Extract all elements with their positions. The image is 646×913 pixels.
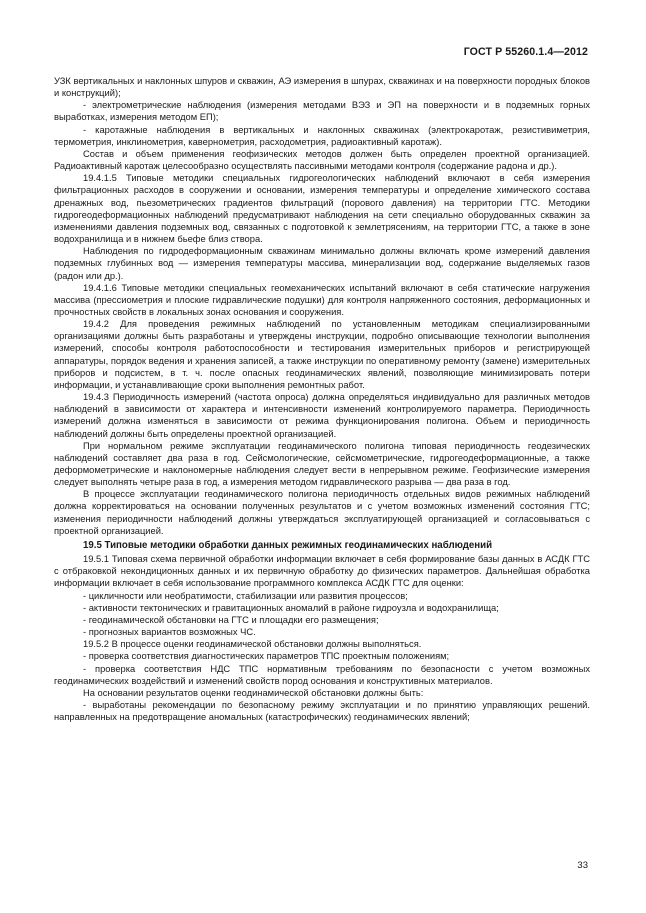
paragraph: - прогнозных вариантов возможных ЧС. <box>83 627 256 638</box>
paragraph: - активности тектонических и гравитационных аномалий в районе гидроузла и водохранилища; <box>83 602 499 613</box>
section-heading: 19.5 Типовые методики обработки данных режимных геодинамических наблюдений <box>83 539 493 551</box>
paragraph: 19.5.1 Типовая схема первичной обработки информации включает в себя формирование базы данных в АСДК ГТС с отбраковкой некондиционных данных и их первичную обработку до физических параметров. Дальнейшая обработка информации включает в себя использование программного комплекса АСДК ГТС для оценки: <box>54 554 590 589</box>
standard-header: ГОСТ Р 55260.1.4—2012 <box>463 46 588 58</box>
page-number: 33 <box>577 860 588 871</box>
paragraph: 19.4.2 Для проведения режимных наблюдений по установленным методикам специализированными организациями должны быть разработаны и утверждены инструкции, подробно описывающие технологии выполнения измерений, способы контроля работоспособности и тестирования измерительных приборов и регистрирующей аппаратуры, порядок ведения и хранения записей, а также инструкции по оперативному ремонту (замене) измерительных приборов и подсистем, в т. ч. после опасных геодинамических явлений, позволяющие минимизировать потери информации, и устанавливающие сроки выполнения ремонтных работ. <box>54 319 590 390</box>
paragraph: - цикличности или необратимости, стабилизации или развития процессов; <box>83 590 408 601</box>
paragraph: - электрометрические наблюдения (измерения методами ВЭЗ и ЭП на поверхности и в подземных горных выработках, измерения методом ЕП); <box>54 100 590 123</box>
paragraph: Состав и объем применения геофизических методов должен быть определен проектной организацией. Радиоактивный каротаж целесообразно осуществлять пассивными методами контроля (содержание радона и др.). <box>54 148 590 172</box>
paragraph: - геодинамической обстановки на ГТС и площадки его размещения; <box>83 614 379 625</box>
paragraph: УЗК вертикальных и наклонных шпуров и скважин, АЭ измерения в шпурах, скважинах и на поверхности породных блоков и конструкций); <box>54 76 590 99</box>
paragraph: - каротажные наблюдения в вертикальных и наклонных скважинах (электрокаротаж, резистивиметрия, термометрия, инклинометрия, кавернометрия, расходометрия, радиоактивный каротаж). <box>54 124 590 147</box>
paragraph: - проверка соответствия НДС ТПС нормативным требованиям по безопасности с учетом возможных геодинамических воздействий и изменений свойств пород основания и конструктивных материалов. <box>54 663 590 686</box>
paragraph: 19.5.2 В процессе оценки геодинамической обстановки должны выполняться. <box>83 639 422 650</box>
paragraph: На основании результатов оценки геодинамической обстановки должны быть: <box>83 687 424 698</box>
paragraph: - выработаны рекомендации по безопасному режиму эксплуатации и по принятию управляющих решений. направленных на предотвращение аномальных (катастрофических) геодинамических явлений; <box>54 699 590 723</box>
paragraph: 19.4.1.6 Типовые методики специальных геомеханических испытаний включают в себя статические нагружения массива (прессиометрия и плоские гидравлические подушки) для контроля напряженного состояния, деформационных и прочностных свойств в локальных зонах основания и сооружения. <box>54 282 590 317</box>
paragraph: Наблюдения по гидродеформационным скважинам минимально должны включать кроме измерений давления подземных глубинных вод — измерения температуры массива, минерализации вод, содержание выделяемых газов (радон или др.). <box>54 246 590 281</box>
paragraph: 19.4.1.5 Типовые методики специальных гидрогеологических наблюдений включают в себя измерения фильтрационных расходов в сооружении и основании, измерения температуры и определение химического состава дренажных вод, пьезометрических градиентов фильтраций (порового давления) на территории ГТС. Методики гидрогеодеформационных наблюдений предусматривают наблюдения на сети специально оборудованных скважин за изменениями давления подземных вод, связанных с подготовкой к землетрясениям, на территории ГТС, а также в зоне водохранилища и в нижнем бьефе близ створа. <box>54 173 590 245</box>
paragraph: 19.4.3 Периодичность измерений (частота опроса) должна определяться индивидуально для различных методов наблюдений в зависимости от характера и интенсивности изменений контролируемого параметра. Периодичность измерений должна изменяться в зависимости от режима функционирования полигона. Объем и периодичность наблюдений должны быть определены проектной организацией. <box>54 392 590 439</box>
paragraph: В процессе эксплуатации геодинамического полигона периодичность отдельных видов режимных наблюдений должна корректироваться на основании полученных результатов и с учетом возможных изменений состояния ГТС; изменения периодичности наблюдений должны утверждаться эксплуатирующей организацией и согласовываться с проектной организацией. <box>54 489 590 536</box>
paragraph: - проверка соответствия диагностических параметров ТПС проектным положениям; <box>83 651 450 662</box>
paragraph: При нормальном режиме эксплуатации геодинамического полигона типовая периодичность геодезических наблюдений составляет два раза в год. Сейсмологические, сейсмометрические, гидрогеодеформационные, а также деформометрические и наклономерные наблюдения следует вести в непрерывном режиме. Геофизические измерения следует выполнять четыре раза в год, а измерения методом гидравлического разрыва — два раза в год. <box>54 440 590 488</box>
document-body <box>54 75 590 723</box>
